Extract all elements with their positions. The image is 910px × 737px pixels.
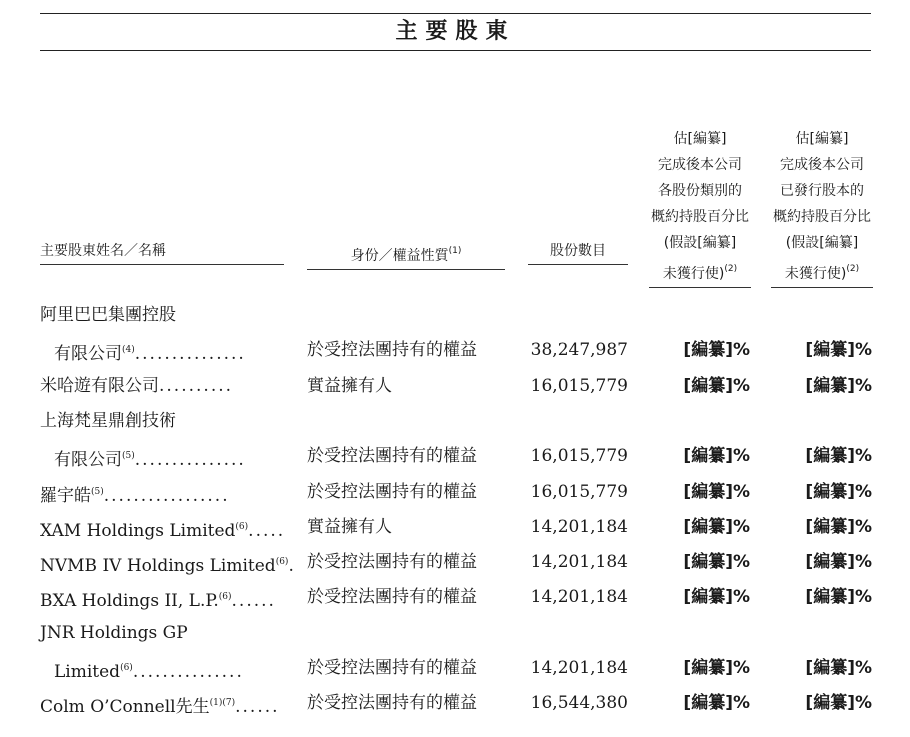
header-pct-class bbox=[649, 100, 751, 288]
capacity: 於受控法團持有的權益 bbox=[307, 340, 477, 361]
table-row bbox=[0, 333, 910, 368]
table-row bbox=[0, 545, 910, 580]
pct-of-issued: [編纂]% bbox=[805, 516, 872, 537]
shareholder-name-cell bbox=[40, 545, 296, 584]
share-count: 16,015,779 bbox=[530, 375, 628, 396]
shareholder-name: JNR Holdings GP bbox=[40, 622, 188, 643]
pct-of-class: [編纂]% bbox=[683, 481, 750, 502]
header-shares-text: 股份數目 bbox=[550, 243, 606, 259]
shareholder-name-cell bbox=[40, 439, 290, 478]
footnote-ref: (6) bbox=[218, 592, 232, 603]
shareholder-name: NVMB IV Holdings Limited bbox=[40, 556, 276, 577]
table-row bbox=[0, 651, 910, 686]
shareholder-name-cell bbox=[40, 404, 276, 439]
table-row bbox=[0, 404, 910, 439]
top-rule bbox=[40, 13, 871, 14]
share-count: 16,544,380 bbox=[530, 693, 628, 714]
footnote-ref: (4) bbox=[122, 345, 135, 356]
pct-of-class: [編纂]% bbox=[683, 516, 750, 537]
pct-of-issued: [編纂]% bbox=[805, 446, 872, 467]
header-pct-class-note: (2) bbox=[724, 264, 738, 274]
share-count: 14,201,184 bbox=[530, 587, 628, 608]
shareholder-name: 米哈遊有限公司 bbox=[40, 375, 159, 396]
pct-of-issued: [編纂]% bbox=[805, 375, 872, 396]
header-capacity-text: 身份／權益性質 bbox=[350, 248, 449, 264]
pct-of-issued: [編纂]% bbox=[805, 340, 872, 361]
leader-dots: ...... bbox=[235, 697, 280, 718]
capacity: 於受控法團持有的權益 bbox=[307, 552, 477, 573]
page-title: 主要股東 bbox=[395, 19, 516, 44]
pct-of-issued: [編纂]% bbox=[805, 481, 872, 502]
share-count: 14,201,184 bbox=[530, 516, 628, 537]
pct-of-class: [編纂]% bbox=[683, 658, 750, 678]
pct-of-issued: [編纂]% bbox=[805, 552, 872, 573]
shareholder-name: 上海梵星鼎創技術 bbox=[40, 410, 176, 431]
shareholder-name-cell bbox=[40, 510, 286, 549]
footnote-ref: (6) bbox=[120, 663, 133, 673]
footnote-ref: (1)(7) bbox=[209, 698, 236, 709]
shareholder-name: 阿里巴巴集團控股 bbox=[40, 305, 176, 325]
header-pct-total-text: 估[編纂] 完成後本公司 已發行股本的 概約持股百分比 (假設[編纂] 未獲行使) bbox=[773, 131, 871, 282]
header-capacity bbox=[307, 238, 505, 270]
table-row bbox=[0, 298, 910, 333]
leader-dots: ...... bbox=[231, 591, 276, 612]
shareholder-name: XAM Holdings Limited bbox=[40, 520, 236, 541]
shareholder-name: BXA Holdings II, L.P. bbox=[40, 591, 219, 612]
footnote-ref: (5) bbox=[122, 451, 135, 462]
capacity: 實益擁有人 bbox=[307, 375, 392, 396]
shareholder-name-cell bbox=[40, 369, 276, 404]
pct-of-class: [編纂]% bbox=[683, 587, 750, 608]
header-capacity-note: (1) bbox=[448, 246, 462, 256]
header-pct-total-note: (2) bbox=[846, 264, 860, 274]
leader-dots: ................. bbox=[103, 485, 230, 506]
table-row bbox=[0, 439, 910, 474]
shareholder-name-cell bbox=[40, 616, 276, 651]
table-row bbox=[0, 510, 910, 545]
shareholder-name-cell bbox=[40, 651, 290, 690]
pct-of-class: [編纂]% bbox=[683, 552, 750, 573]
footnote-ref: (6) bbox=[235, 521, 249, 532]
shareholder-name-cell bbox=[40, 333, 290, 372]
capacity: 實益擁有人 bbox=[307, 516, 392, 537]
capacity: 於受控法團持有的權益 bbox=[307, 658, 477, 678]
leader-dots: .......... bbox=[159, 375, 234, 396]
pct-of-class: [編纂]% bbox=[683, 375, 750, 396]
table-row bbox=[0, 686, 910, 721]
share-count: 16,015,779 bbox=[530, 481, 628, 502]
table-row bbox=[0, 369, 910, 404]
pct-of-issued: [編纂]% bbox=[805, 658, 872, 678]
pct-of-class: [編纂]% bbox=[683, 693, 750, 714]
leader-dots: ............... bbox=[134, 450, 246, 471]
share-count: 38,247,987 bbox=[530, 340, 628, 361]
shareholder-name: 羅宇皓 bbox=[40, 485, 91, 506]
capacity: 於受控法團持有的權益 bbox=[307, 446, 477, 467]
header-name-text: 主要股東姓名／名稱 bbox=[40, 243, 166, 259]
header-name bbox=[40, 238, 284, 265]
leader-dots: . bbox=[288, 556, 296, 577]
header-shares bbox=[528, 238, 628, 265]
shareholder-name: 有限公司 bbox=[54, 450, 122, 471]
shareholder-name-cell bbox=[40, 686, 280, 725]
capacity: 於受控法團持有的權益 bbox=[307, 481, 477, 502]
table-row bbox=[0, 475, 910, 510]
header-pct-total bbox=[771, 100, 873, 288]
share-count: 14,201,184 bbox=[530, 658, 628, 678]
leader-dots: ..... bbox=[248, 520, 286, 541]
pct-of-class: [編纂]% bbox=[683, 446, 750, 467]
title-rule bbox=[40, 50, 871, 51]
shareholder-name-cell bbox=[40, 475, 276, 514]
shareholder-name: 有限公司 bbox=[54, 344, 122, 365]
footnote-ref: (6) bbox=[275, 557, 289, 568]
capacity: 於受控法團持有的權益 bbox=[307, 693, 477, 714]
leader-dots: ............... bbox=[134, 344, 246, 365]
shareholder-name: Colm O’Connell先生 bbox=[40, 697, 210, 718]
pct-of-issued: [編纂]% bbox=[805, 693, 872, 714]
header-pct-class-text: 估[編纂] 完成後本公司 各股份類別的 概約持股百分比 (假設[編纂] 未獲行使) bbox=[651, 131, 749, 282]
shareholder-name-cell bbox=[40, 580, 276, 619]
pct-of-issued: [編纂]% bbox=[805, 587, 872, 608]
share-count: 14,201,184 bbox=[530, 552, 628, 573]
pct-of-class: [編纂]% bbox=[683, 340, 750, 361]
footnote-ref: (5) bbox=[91, 486, 104, 497]
capacity: 於受控法團持有的權益 bbox=[307, 587, 477, 608]
leader-dots: ............... bbox=[132, 662, 244, 682]
table-row bbox=[0, 580, 910, 615]
shareholder-name-cell bbox=[40, 298, 276, 333]
table-row bbox=[0, 616, 910, 651]
share-count: 16,015,779 bbox=[530, 446, 628, 467]
shareholder-name: Limited bbox=[54, 662, 121, 682]
